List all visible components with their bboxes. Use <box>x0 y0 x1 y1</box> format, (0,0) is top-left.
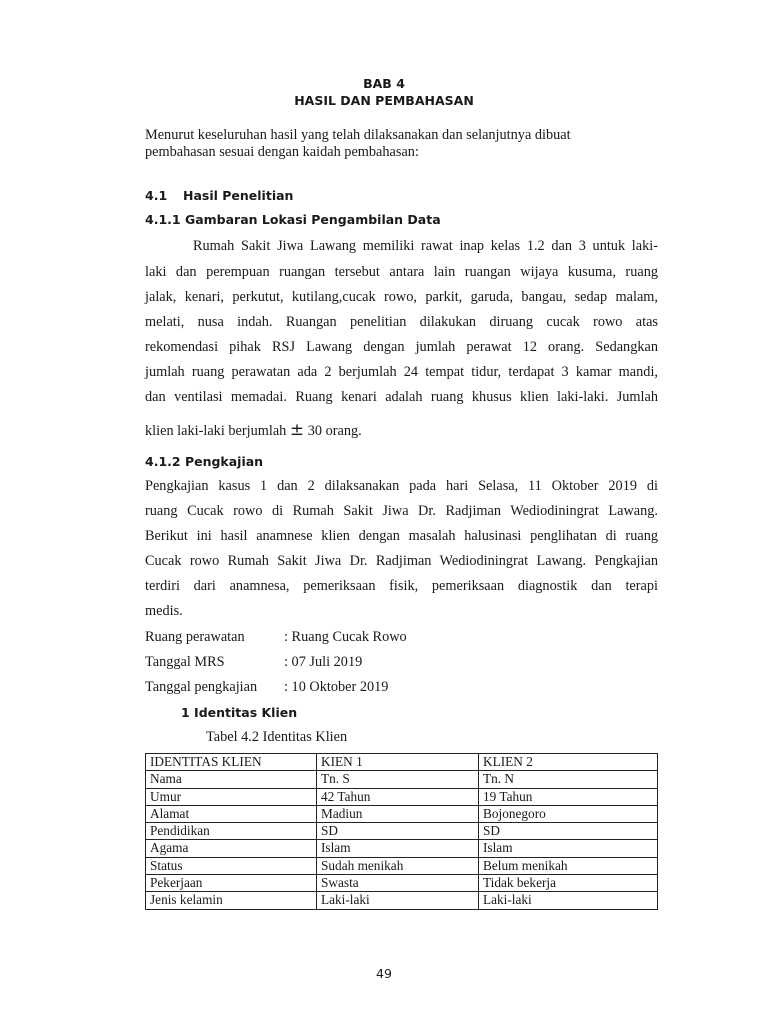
paragraph-line: jumlah ruang perawatan ada 2 berjumlah 24 tempat tidur, terdapat 3 kamar mandi, <box>145 364 658 380</box>
paragraph-line: terdiri dari anamnesa, pemeriksaan fisik, pemeriksaan diagnostik dan terapi <box>145 578 658 594</box>
info-label-assessment-date: Tanggal pengkajian <box>145 679 258 695</box>
table-row <box>146 771 658 788</box>
table-cell: Islam <box>317 840 479 857</box>
paragraph-text: 30 orang. <box>304 423 362 439</box>
paragraph-line: jalak, kenari, perkutut, kutilang,cucak rowo, parkit, garuda, bangau, sedap malam, <box>145 289 658 305</box>
table-cell: 42 Tahun <box>317 788 479 805</box>
table-cell: Tn. S <box>317 771 479 788</box>
table-cell: Nama <box>146 771 317 788</box>
table-cell: Tn. N <box>479 771 658 788</box>
paragraph-line: rekomendasi pihak RSJ Lawang dengan jumlah perawat 12 orang. Sedangkan <box>145 339 658 355</box>
info-label-mrs: Tanggal MRS <box>145 654 225 670</box>
table-cell: 19 Tahun <box>479 788 658 805</box>
table-row <box>146 823 658 840</box>
table-cell: Alamat <box>146 805 317 822</box>
table-cell: Pekerjaan <box>146 875 317 892</box>
table-header-cell: IDENTITAS KLIEN <box>146 754 317 771</box>
table-header-cell: KIEN 1 <box>317 754 479 771</box>
table-cell: Laki-laki <box>479 892 658 909</box>
table-cell: Madiun <box>317 805 479 822</box>
table-cell: Islam <box>479 840 658 857</box>
table-cell: Bojonegoro <box>479 805 658 822</box>
info-value-mrs: : 07 Juli 2019 <box>284 654 363 670</box>
subsection-title-4-1-1: 4.1.1 Gambaran Lokasi Pengambilan Data <box>145 212 441 227</box>
paragraph-line: melati, nusa indah. Ruangan penelitian dilakukan diruang cucak rowo atas <box>145 314 658 330</box>
intro-line-1: Menurut keseluruhan hasil yang telah dilaksanakan dan selanjutnya dibuat <box>145 127 571 143</box>
identity-subsection-title: 1 Identitas Klien <box>181 705 298 720</box>
table-row <box>146 805 658 822</box>
table-cell: Sudah menikah <box>317 857 479 874</box>
table-cell: SD <box>479 823 658 840</box>
table-cell: Status <box>146 857 317 874</box>
table-row <box>146 840 658 857</box>
paragraph-line: Pengkajian kasus 1 dan 2 dilaksanakan pada hari Selasa, 11 Oktober 2019 di <box>145 478 658 494</box>
table-cell: Belum menikah <box>479 857 658 874</box>
table-cell: Umur <box>146 788 317 805</box>
table-row <box>146 875 658 892</box>
page-number: 49 <box>376 966 392 981</box>
paragraph-line: Rumah Sakit Jiwa Lawang memiliki rawat inap kelas 1.2 dan 3 untuk laki- <box>193 238 658 254</box>
paragraph-last-line <box>145 420 658 440</box>
table-header-cell: KLIEN 2 <box>479 754 658 771</box>
table-row <box>146 892 658 909</box>
table-header-row <box>146 754 658 771</box>
table-caption: Tabel 4.2 Identitas Klien <box>206 729 348 745</box>
table-row <box>146 857 658 874</box>
table-cell: Tidak bekerja <box>479 875 658 892</box>
section-title: Hasil Penelitian <box>183 188 294 203</box>
table-cell: Jenis kelamin <box>146 892 317 909</box>
paragraph-line: laki dan perempuan ruangan tersebut antara lain ruangan wijaya kusuma, ruang <box>145 264 658 280</box>
section-number: 4.1 <box>145 188 168 203</box>
paragraph-text: klien laki-laki berjumlah <box>145 423 290 439</box>
paragraph-line: ruang Cucak rowo di Rumah Sakit Jiwa Dr. Radjiman Wediodiningrat Lawang. <box>145 503 658 519</box>
table-cell: Agama <box>146 840 317 857</box>
paragraph-line: Cucak rowo Rumah Sakit Jiwa Dr. Radjiman Wediodiningrat Lawang. Pengkajian <box>145 553 658 569</box>
info-label-room: Ruang perawatan <box>145 629 245 645</box>
paragraph-line: medis. <box>145 603 183 619</box>
subsection-title-4-1-2: 4.1.2 Pengkajian <box>145 454 264 469</box>
identity-table <box>145 753 658 910</box>
table-cell: Laki-laki <box>317 892 479 909</box>
table-cell: SD <box>317 823 479 840</box>
paragraph-line: Berikut ini hasil anamnese klien dengan masalah halusinasi penglihatan di ruang <box>145 528 658 544</box>
table-row <box>146 788 658 805</box>
chapter-number: BAB 4 <box>363 76 405 91</box>
plus-minus-symbol: ± <box>289 420 305 440</box>
table-cell: Pendidikan <box>146 823 317 840</box>
chapter-title: HASIL DAN PEMBAHASAN <box>294 93 474 108</box>
paragraph-line: dan ventilasi memadai. Ruang kenari adalah ruang khusus klien laki-laki. Jumlah <box>145 389 658 405</box>
info-value-room: : Ruang Cucak Rowo <box>284 629 407 645</box>
intro-line-2: pembahasan sesuai dengan kaidah pembahasan: <box>145 144 419 160</box>
info-value-assessment-date: : 10 Oktober 2019 <box>284 679 389 695</box>
table-cell: Swasta <box>317 875 479 892</box>
